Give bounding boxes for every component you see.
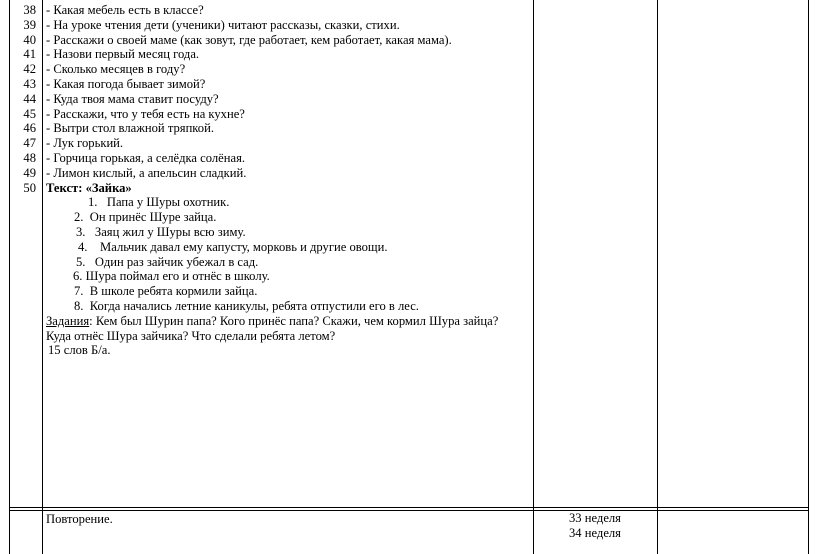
text-title: Текст: «Зайка» <box>46 180 132 195</box>
row-numbers <box>16 3 36 195</box>
topic-repetition: Повторение. <box>46 512 113 526</box>
sentence-text: Заяц жил у Шуры всю зиму. <box>94 224 246 239</box>
sentence-number: 2. <box>74 210 84 225</box>
question-line: - Куда твоя мама ставит посуду? <box>46 91 219 106</box>
row-number: 46 <box>23 121 36 136</box>
row-number: 38 <box>23 3 36 17</box>
week-label: 33 неделя <box>569 511 621 525</box>
sentence-text: В школе ребята кормили зайца. <box>89 284 258 299</box>
sentence-number: 3. <box>76 224 86 239</box>
row-number: 42 <box>23 62 36 77</box>
tasks-label: Задания <box>46 313 90 328</box>
table-border-left <box>9 0 10 554</box>
row-number: 49 <box>23 165 36 180</box>
row-number: 43 <box>23 76 36 91</box>
table-border-col1 <box>42 0 43 554</box>
question-line: - На уроке чтения дети (ученики) читают рассказы, сказки, стихи. <box>46 17 400 32</box>
question-line: - Расскажи о своей маме (как зовут, где работает, кем работает, какая мама). <box>46 32 452 47</box>
sentence-number: 4. <box>78 239 88 254</box>
question-line: - Вытри стол влажной тряпкой. <box>46 121 214 136</box>
row-number: 45 <box>23 106 36 121</box>
sentence-number: 5. <box>76 254 86 269</box>
row-number: 50 <box>23 180 36 195</box>
row-number: 44 <box>23 91 36 106</box>
row-number: 40 <box>23 32 36 47</box>
sentence-text: Когда начались летние каникулы, ребята отпустили его в лес. <box>89 298 419 313</box>
question-line: - Расскажи, что у тебя есть на кухне? <box>46 106 245 121</box>
weeks-cell <box>533 511 657 541</box>
sentence-number: 7. <box>74 284 84 299</box>
table-border-col2 <box>533 0 534 554</box>
tasks-text: : Кем был Шурин папа? Кого принёс папа? Скажи, чем кормил Шура зайца? <box>89 313 499 328</box>
question-line: - Лук горький. <box>46 136 124 151</box>
question-line: - Сколько месяцев в году? <box>46 62 186 77</box>
sentence-item <box>46 284 498 299</box>
sentence-number: 1. <box>88 195 98 210</box>
table-border-col3 <box>657 0 658 554</box>
sentence-item <box>46 225 498 240</box>
tasks-line <box>46 314 498 329</box>
question-line: - Горчица горькая, а селёдка солёная. <box>46 150 246 165</box>
sentence-item <box>46 195 498 210</box>
sentence-item <box>46 240 498 255</box>
question-line: - Лимон кислый, а апельсин сладкий. <box>46 165 247 180</box>
sentence-item <box>46 299 498 314</box>
row-number: 39 <box>23 17 36 32</box>
question-line: - Назови первый месяц года. <box>46 47 200 62</box>
sentence-text: Папа у Шуры охотник. <box>106 195 230 210</box>
week-label: 34 неделя <box>569 526 621 540</box>
question-line: - Какая погода бывает зимой? <box>46 76 206 91</box>
sentence-text: Мальчик давал ему капусту, морковь и другие овощи. <box>100 239 388 254</box>
sentence-text: Он принёс Шуре зайца. <box>89 210 217 225</box>
tasks-line-2: Куда отнёс Шура зайчика? Что сделали ребята летом? <box>46 328 336 343</box>
sentence-number: 8. <box>74 298 84 313</box>
lesson-content <box>46 3 498 358</box>
word-count: 15 слов Б/а. <box>48 343 111 358</box>
sentence-item <box>46 255 498 270</box>
row-number: 41 <box>23 47 36 62</box>
sentence-number: 6. <box>73 269 83 284</box>
sentence-text: Шура поймал его и отнёс в школу. <box>85 269 270 284</box>
row-number: 47 <box>23 136 36 151</box>
sentence-item <box>46 210 498 225</box>
question-line: - Какая мебель есть в классе? <box>46 3 204 17</box>
row-number: 48 <box>23 150 36 165</box>
row-divider-inner <box>9 510 809 511</box>
table-border-right <box>808 0 809 554</box>
sentence-item <box>46 269 498 284</box>
row-divider <box>9 507 809 508</box>
sentence-text: Один раз зайчик убежал в сад. <box>94 254 259 269</box>
